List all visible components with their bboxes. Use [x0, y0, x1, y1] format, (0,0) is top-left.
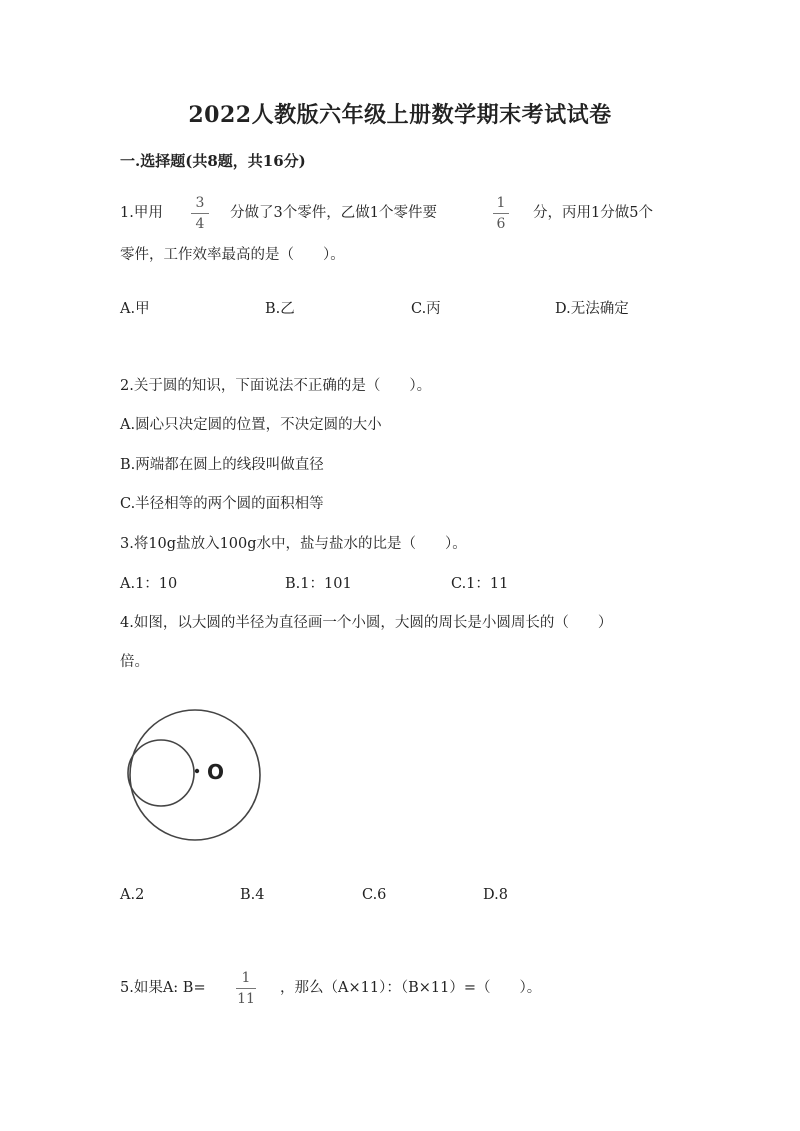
q1-text-part3: 分，丙用1分做5个	[533, 205, 653, 221]
q1-fraction-2-denominator: 6	[496, 216, 506, 232]
page-title: 2022人教版六年级上册数学期末考试试卷	[188, 102, 612, 128]
q5-text-part2: ，那么（A×11）：（B×11）=（ ）。	[280, 980, 542, 996]
q1-option-b: B.乙	[265, 301, 295, 317]
q5-text-part1: 5.如果A: B=	[120, 980, 206, 996]
q3-option-a: A.1：10	[120, 576, 178, 592]
small-circle	[128, 740, 194, 806]
q4-option-b: B.4	[240, 887, 265, 903]
section-heading: 一.选择题(共8题，共16分)	[120, 152, 306, 170]
q4-text-line1: 4.如图，以大圆的半径为直径画一个小圆，大圆的周长是小圆周长的（ ）	[120, 615, 613, 631]
q1-option-d: D.无法确定	[555, 301, 629, 317]
q4-option-a: A.2	[120, 887, 145, 903]
center-label: O	[207, 760, 225, 784]
q2-option-a: A.圆心只决定圆的位置，不决定圆的大小	[120, 417, 382, 433]
q4-option-d: D.8	[483, 887, 508, 903]
q3-option-b: B.1：101	[285, 576, 352, 592]
q1-fraction-1-denominator: 4	[195, 216, 205, 232]
center-point	[195, 769, 199, 773]
q3-text: 3.将10g盐放入100g水中，盐与盐水的比是（ ）。	[120, 536, 467, 552]
q4-option-c: C.6	[362, 887, 387, 903]
q1-fraction-2-numerator: 1	[496, 195, 506, 211]
circle-figure	[120, 705, 270, 845]
q1-fraction-2	[493, 196, 509, 231]
q5-fraction-numerator: 1	[241, 970, 251, 986]
q1-text-part2: 分做了3个零件，乙做1个零件要	[230, 205, 437, 221]
q1-option-a: A.甲	[120, 301, 150, 317]
q5-fraction-denominator: 11	[237, 991, 255, 1007]
q1-option-c: C.丙	[411, 301, 441, 317]
q1-text-part1: 1.甲用	[120, 205, 163, 221]
q2-text: 2.关于圆的知识，下面说法不正确的是（ ）。	[120, 378, 432, 394]
q3-option-c: C.1：11	[451, 576, 509, 592]
q1-fraction-1	[191, 196, 209, 231]
q1-text-line2: 零件，工作效率最高的是（ ）。	[120, 247, 345, 263]
q4-text-line2: 倍。	[120, 654, 149, 670]
large-circle	[130, 710, 260, 840]
q1-fraction-1-numerator: 3	[195, 195, 205, 211]
q2-option-b: B.两端都在圆上的线段叫做直径	[120, 457, 324, 473]
q2-option-c: C.半径相等的两个圆的面积相等	[120, 496, 324, 512]
q5-fraction	[236, 971, 256, 1006]
